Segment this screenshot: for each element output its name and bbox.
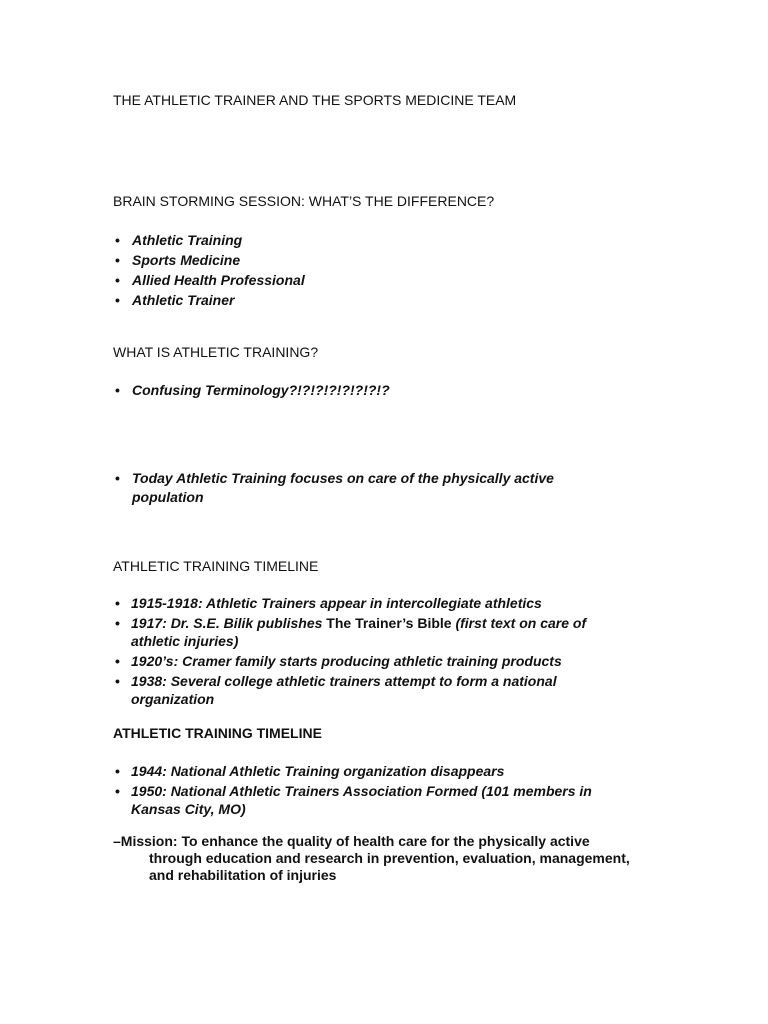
document-title: THE ATHLETIC TRAINER AND THE SPORTS MEDICINE TEAM: [113, 92, 517, 108]
bullet: •: [115, 292, 120, 308]
bullet: •: [115, 470, 120, 486]
brainstorm-list: [113, 230, 658, 310]
list-item: [113, 290, 658, 310]
mission-first-line: –Mission: To enhance the quality of health care for the physically active: [113, 833, 590, 849]
list-item-text: (first text on care of athletic injuries): [131, 615, 587, 649]
list-item-text: Today Athletic Training focuses on care of the physically active population: [132, 470, 554, 505]
bullet: •: [115, 232, 120, 248]
bullet: •: [115, 615, 120, 631]
list-item: [113, 672, 636, 708]
what-is-list-2: [113, 469, 598, 507]
list-item-text: Confusing Terminology?!?!?!?!?!?!?!?: [132, 382, 390, 398]
list-item: [113, 782, 636, 818]
mission-statement: [113, 833, 640, 884]
brainstorm-heading: BRAIN STORMING SESSION: WHAT’S THE DIFFERENCE?: [113, 193, 495, 209]
what-is-list-1: [113, 381, 658, 400]
mission-rest: through education and research in prevention, evaluation, management, and rehabilitation of injuries: [149, 850, 630, 883]
bullet: •: [115, 382, 120, 398]
list-item-text: Sports Medicine: [132, 252, 241, 268]
list-item-text: 1917: Dr. S.E. Bilik publishes: [131, 615, 327, 631]
timeline-heading: ATHLETIC TRAINING TIMELINE: [113, 558, 319, 574]
bullet: •: [115, 252, 120, 268]
list-item-text: 1944: National Athletic Training organization disappears: [131, 763, 505, 779]
list-item: [113, 270, 658, 290]
bullet: •: [115, 763, 120, 779]
bullet: •: [115, 272, 120, 288]
list-item-text: Allied Health Professional: [132, 272, 305, 288]
list-item-text: 1938: Several college athletic trainers attempt to form a national organization: [131, 673, 557, 707]
bullet: •: [115, 653, 120, 669]
what-is-heading: WHAT IS ATHLETIC TRAINING?: [113, 344, 319, 360]
bullet: •: [115, 673, 120, 689]
list-item: [113, 250, 658, 270]
bullet: •: [115, 595, 120, 611]
list-item: [113, 230, 658, 250]
list-item-text: Athletic Training: [132, 232, 243, 248]
list-item: [113, 594, 636, 612]
list-item: [113, 652, 636, 670]
list-item-text: 1920’s: Cramer family starts producing athletic training products: [131, 653, 562, 669]
list-item: [113, 469, 598, 507]
book-title: The Trainer’s Bible: [326, 615, 452, 631]
bullet: •: [115, 783, 120, 799]
list-item: [113, 614, 636, 650]
list-item-text: 1950: National Athletic Trainers Association Formed (101 members in Kansas City, MO): [131, 783, 592, 817]
timeline-list: [113, 594, 636, 710]
timeline-heading-2: ATHLETIC TRAINING TIMELINE: [113, 725, 322, 741]
list-item-text: Athletic Trainer: [132, 292, 235, 308]
list-item: [113, 762, 636, 780]
timeline-list-2: [113, 762, 636, 820]
list-item: [113, 381, 658, 400]
list-item-text: 1915-1918: Athletic Trainers appear in intercollegiate athletics: [131, 595, 542, 611]
